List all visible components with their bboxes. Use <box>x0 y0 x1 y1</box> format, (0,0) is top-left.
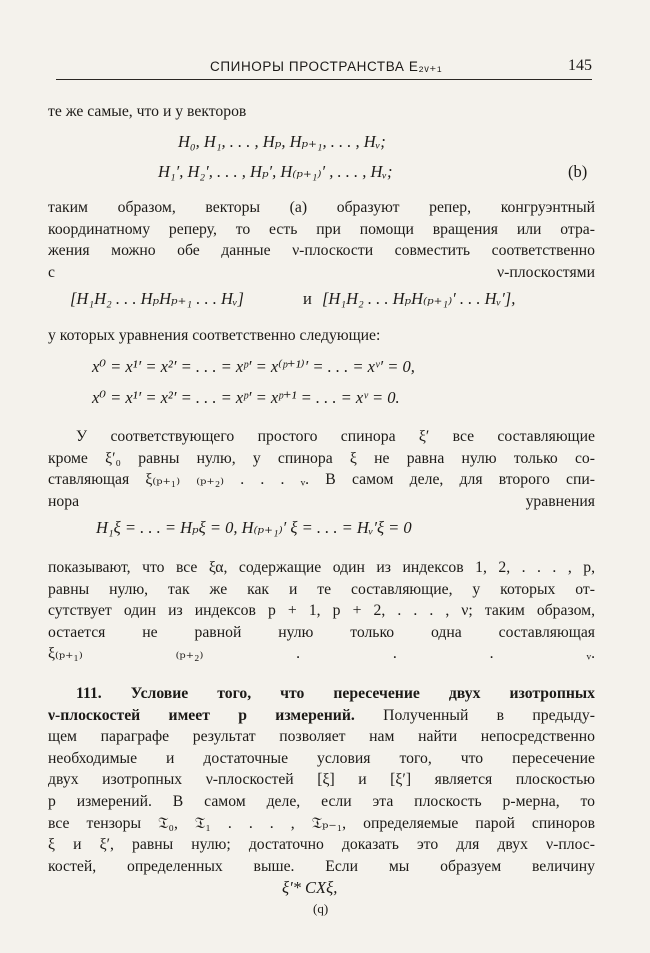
formula-h: H₁ξ = . . . = Hₚξ = 0, H₍ₚ₊₁₎′ ξ = . . . = Hᵥ′ξ = 0 <box>96 518 412 537</box>
text-line: сутствует один из индексов p + 1, p + 2, . . . , ν; таким образом, <box>48 602 595 620</box>
text-line: остается не равной нулю только одна составляющая <box>48 623 595 641</box>
formula-b-line1: H₀, H₁, . . . , Hₚ, Hₚ₊₁, . . . , Hᵥ; <box>178 132 386 151</box>
formula-final: ξ′* CXξ, <box>282 878 338 897</box>
text-line: ставляющая ξ₍ₚ₊₁₎ ₍ₚ₊₂₎ . . . ᵥ. В самом деле, для второго спи- <box>48 471 595 489</box>
text-line <box>48 705 595 727</box>
section-text-tail: Полученный в предыду- <box>354 706 595 724</box>
intro-text <box>48 101 595 123</box>
formula-planes-and: и <box>303 289 312 308</box>
text-line: показывают, что все ξα, содержащие один из индексов 1, 2, . . . , p, <box>48 559 595 576</box>
text-line: те же самые, что и у векторов <box>48 103 247 120</box>
text-line: p измерений. В самом деле, если эта плоскость p-мерна, то <box>48 792 595 810</box>
paragraph-equations-intro <box>48 325 595 347</box>
page-number: 145 <box>568 57 592 74</box>
text-line: координатному реперу, то есть при помощи вращения или отра- <box>48 220 595 238</box>
formula-b-line2: H₁′, H₂′, . . . , Hₚ′, H₍ₚ₊₁₎′ , . . . , Hᵥ; <box>158 162 393 181</box>
text-line: щем параграфе результат позволяет нам найти непосредственно <box>48 728 595 746</box>
text-line: двух изотропных ν-плоскостей [ξ] и [ξ′] является плоскостью <box>48 771 595 789</box>
section-heading-line: 111. Условие того, что пересечение двух изотропных <box>76 685 595 702</box>
paragraph-spinor <box>48 426 595 512</box>
text-line: таким образом, векторы (a) образуют репер, конгруэнтный <box>48 199 595 216</box>
text-line: необходимые и достаточные условия того, что пересечение <box>48 749 595 767</box>
text-line: костей, определенных выше. Если мы образуем величину <box>48 857 595 875</box>
text-line: у которых уравнения соответственно следующие: <box>48 327 381 344</box>
formula-x-line2: x⁰ = x¹′ = x²′ = . . . = xᵖ′ = xᵖ⁺¹ = . . . = xᵛ = 0. <box>92 388 400 407</box>
equation-label-b: (b) <box>568 162 588 181</box>
text-line: нора уравнения <box>48 492 595 510</box>
section-111 <box>48 683 595 877</box>
formula-planes-right: [H₁H₂ . . . HₚH₍ₚ₊₁₎′ . . . Hᵥ′], <box>322 289 516 308</box>
section-heading-tail: ν-плоскостей имеет p измерений. <box>48 706 355 724</box>
text-line: кроме ξ′₀ равны нулю, у спинора ξ не равна нулю только со- <box>48 449 595 467</box>
formula-planes-left: [H₁H₂ . . . HₚHₚ₊₁ . . . Hᵥ] <box>70 289 244 308</box>
paragraph-components <box>48 557 595 665</box>
text-line: ξ и ξ′, равны нулю; достаточно доказать это для двух ν-плос- <box>48 836 595 854</box>
text-line: все тензоры 𝔗₀, 𝔗₁ . . . , 𝔗ₚ₋₁, определяемые парой спиноров <box>48 814 595 832</box>
text-line: жения можно обе данные ν-плоскости совместить соответственно <box>48 242 595 260</box>
equation-label-final: (q) <box>313 901 329 916</box>
text-line: с ν-плоскостями <box>48 263 595 281</box>
running-title: СПИНОРЫ ПРОСТРАНСТВА E₂ᵥ₊₁ <box>210 59 443 74</box>
formula-x-line1: x⁰ = x¹′ = x²′ = . . . = xᵖ′ = x⁽ᵖ⁺¹⁾′ = . . . = xᵛ′ = 0, <box>92 357 415 376</box>
paragraph-reper <box>48 197 595 283</box>
text-line: ξ₍ₚ₊₁₎ ₍ₚ₊₂₎ . . . ᵥ. <box>48 645 595 663</box>
running-header <box>56 55 592 80</box>
text-line: У соответствующего простого спинора ξ′ все составляющие <box>76 428 595 445</box>
text-line: равны нулю, так же как и те составляющие, у которых от- <box>48 580 595 598</box>
